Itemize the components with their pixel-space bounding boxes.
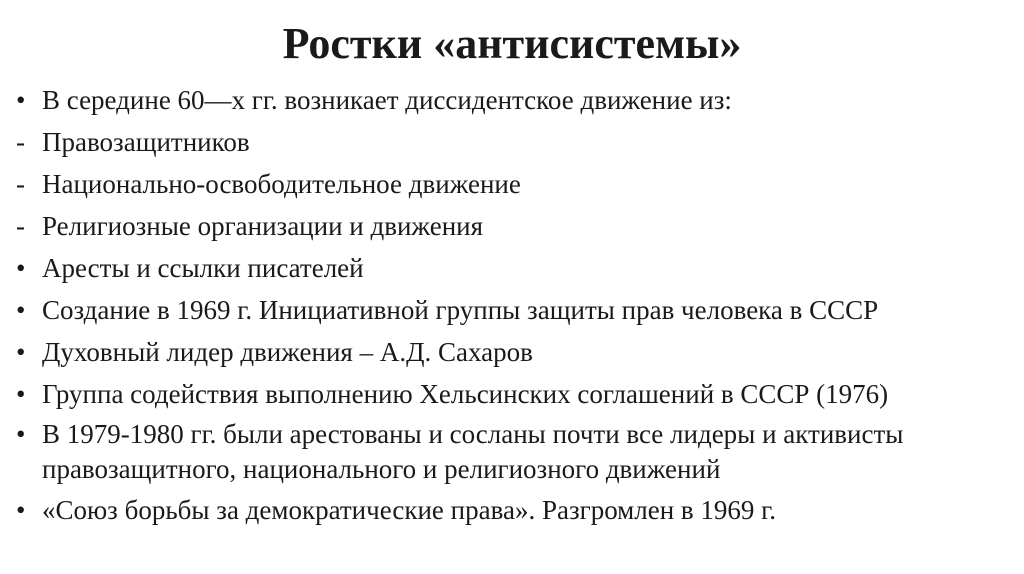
- list-item: [16, 375, 1016, 413]
- bullet-marker: •: [16, 419, 26, 449]
- bullet-list: [16, 81, 1016, 533]
- list-item-text: Аресты и ссылки писателей: [42, 253, 364, 283]
- list-item: [16, 491, 1016, 529]
- bullet-marker: •: [16, 85, 26, 115]
- list-item-text: Группа содействия выполнению Хельсинских соглашений в СССР (1976): [42, 379, 889, 409]
- dash-marker: -: [16, 127, 25, 157]
- list-item: [16, 417, 1016, 487]
- list-item: [16, 81, 1016, 119]
- bullet-marker: •: [16, 337, 26, 367]
- dash-marker: -: [16, 169, 25, 199]
- list-item-text: Правозащитников: [42, 127, 250, 157]
- list-item-text: «Союз борьбы за демократические права». Разгромлен в 1969 г.: [42, 495, 776, 525]
- slide-title: Ростки «антисистемы»: [282, 19, 742, 68]
- list-item: [16, 333, 1016, 371]
- bullet-marker: •: [16, 253, 26, 283]
- list-item: [16, 207, 1016, 245]
- bullet-marker: •: [16, 379, 26, 409]
- bullet-marker: •: [16, 495, 26, 525]
- list-item: [16, 123, 1016, 161]
- dash-marker: -: [16, 211, 25, 241]
- list-item: [16, 249, 1016, 287]
- list-item-text: Национально-освободительное движение: [42, 169, 521, 199]
- bullet-marker: •: [16, 295, 26, 325]
- list-item-text: В 1979-1980 гг. были арестованы и сосланы почти все лидеры и активисты правозащитного, национального и религиозного движений: [42, 419, 904, 484]
- list-item-text: Создание в 1969 г. Инициативной группы защиты прав человека в СССР: [42, 295, 879, 325]
- list-item: [16, 165, 1016, 203]
- list-item: [16, 291, 1016, 329]
- list-item-text: Религиозные организации и движения: [42, 211, 484, 241]
- list-item-text: Духовный лидер движения – А.Д. Сахаров: [42, 337, 533, 367]
- list-item-text: В середине 60—х гг. возникает диссидентское движение из:: [42, 85, 732, 115]
